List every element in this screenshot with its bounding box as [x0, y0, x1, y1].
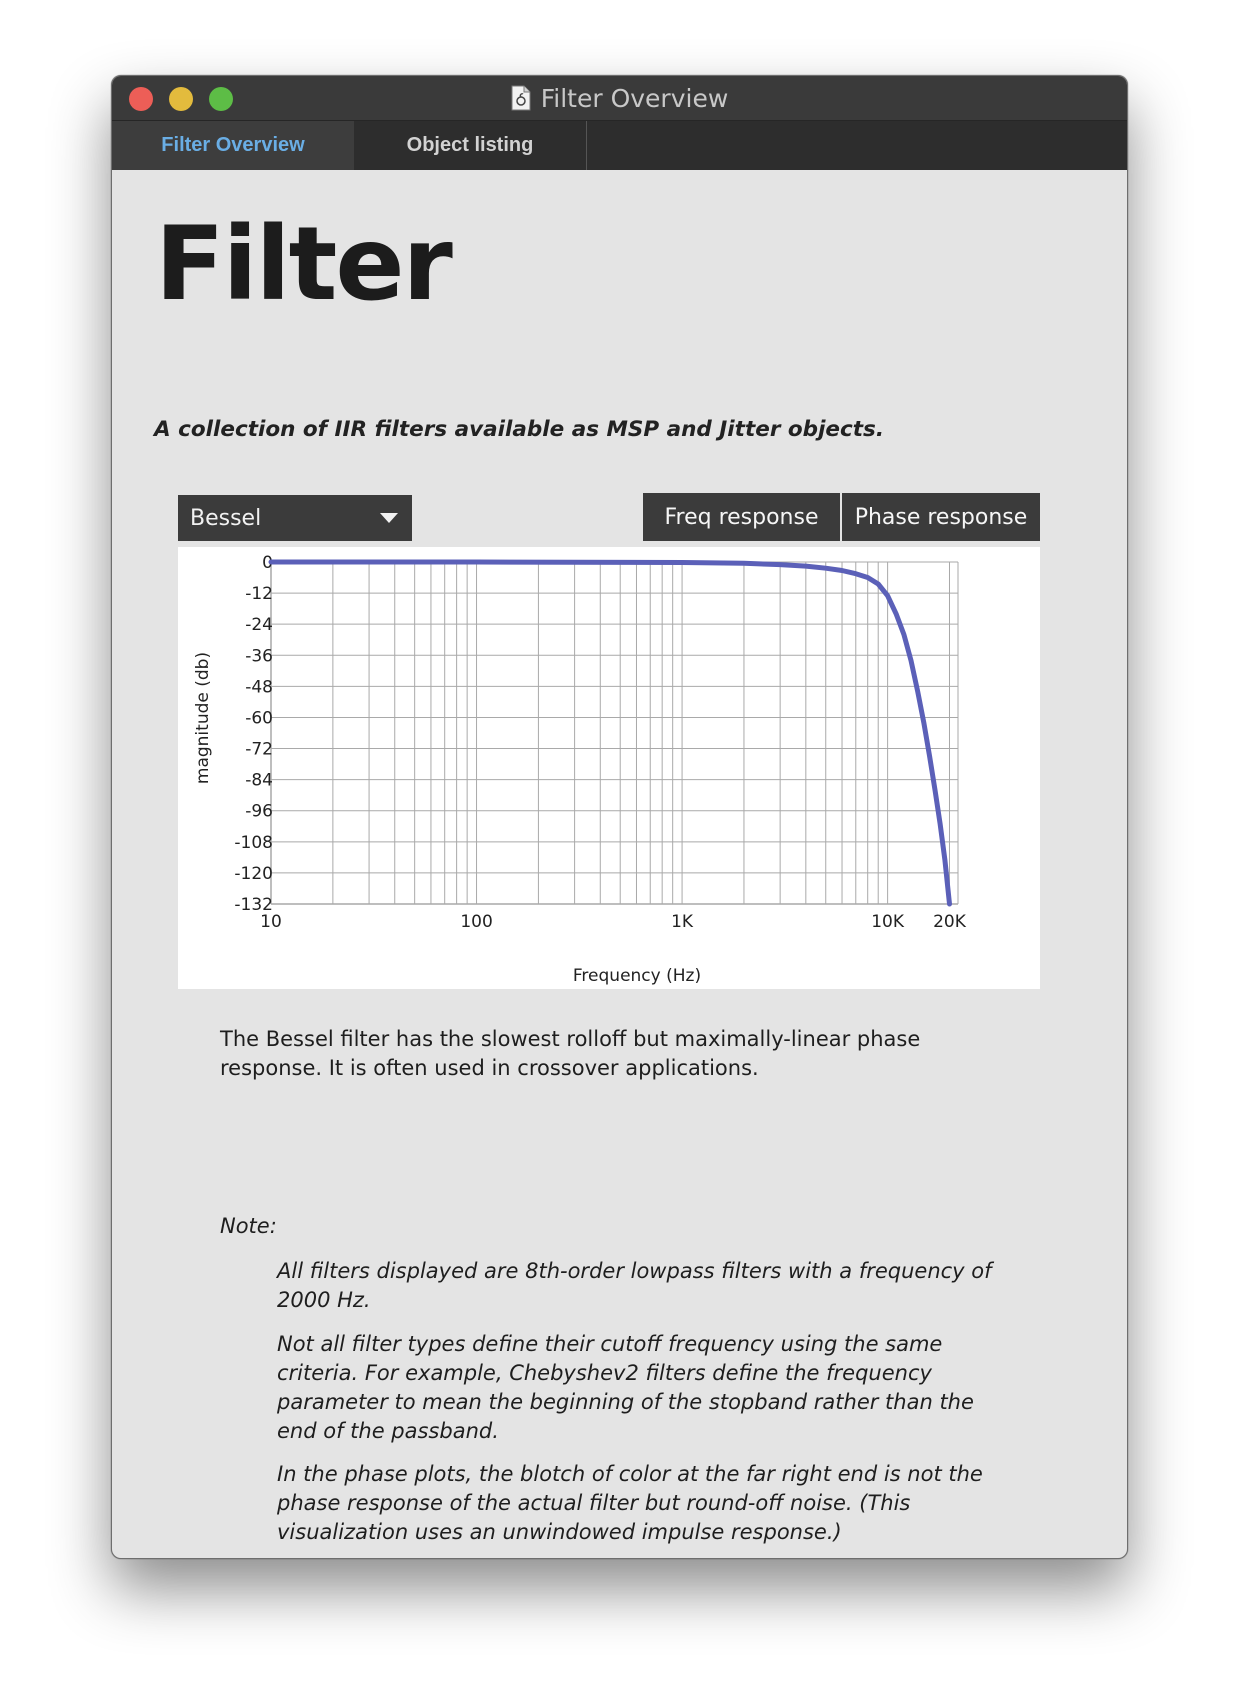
y-tick-labels [234, 553, 273, 915]
y-tick-label: -84 [245, 770, 273, 791]
tab-object-listing[interactable]: Object listing [354, 121, 587, 170]
note-paragraph: In the phase plots, the blotch of color at the far right end is not the phase response of the actual filter but round-off noise. (This visualization uses an unwindowed impulse response.) [277, 1462, 983, 1544]
chevron-down-icon [380, 513, 398, 523]
x-tick-label: 100 [460, 912, 493, 932]
y-tick-label: -108 [234, 832, 273, 853]
x-tick-label: 10 [260, 912, 282, 932]
x-tick-label: 10K [871, 912, 905, 932]
y-tick-label: -48 [245, 677, 273, 698]
y-tick-label: -72 [245, 739, 273, 760]
x-tick-label: 1K [671, 912, 694, 932]
magnitude-curve [271, 562, 950, 904]
y-tick-label: -36 [245, 646, 273, 667]
freq-response-button[interactable]: Freq response [643, 493, 840, 541]
y-tick-label: -120 [234, 863, 273, 884]
window-title-group [112, 76, 1127, 120]
phase-response-button[interactable]: Phase response [842, 493, 1040, 541]
filter-type-value: Bessel [190, 505, 262, 531]
frequency-response-chart [178, 547, 1040, 989]
title-bar[interactable] [112, 76, 1127, 121]
page-subtitle: A collection of IIR filters available as MSP and Jitter objects. [154, 417, 885, 442]
note-paragraph: All filters displayed are 8th-order lowpass filters with a frequency of 2000 Hz. [277, 1259, 992, 1312]
x-tick-labels [260, 912, 967, 932]
main-content [112, 170, 1127, 1558]
document-icon [511, 85, 531, 111]
filter-description: The Bessel filter has the slowest rolloff but maximally-linear phase response. It is often used in crossover applications. [220, 1027, 921, 1080]
page-title: Filter [155, 205, 451, 324]
chart-grid [271, 562, 958, 904]
y-tick-label: -60 [245, 708, 273, 729]
filter-type-dropdown[interactable] [178, 495, 412, 541]
note-paragraph: Not all filter types define their cutoff frequency using the same criteria. For example, Chebyshev2 filters define the frequency parameter to mean the beginning of the stopband rather than the end of the passband. [277, 1332, 974, 1443]
window-title: Filter Overview [540, 83, 729, 113]
x-tick-label: 20K [933, 912, 966, 932]
y-axis-label: magnitude (db) [193, 651, 213, 785]
app-window [111, 75, 1128, 1559]
y-tick-label: -132 [234, 895, 273, 915]
x-axis-label: Frequency (Hz) [572, 966, 702, 986]
tab-filter-overview[interactable]: Filter Overview [112, 121, 354, 170]
y-tick-label: -96 [245, 801, 273, 822]
chart-svg [178, 547, 1040, 989]
note-label: Note: [220, 1214, 277, 1238]
y-tick-label: -24 [245, 615, 273, 636]
tab-bar [112, 121, 1127, 170]
y-tick-label: -12 [245, 584, 273, 605]
y-tick-label: 0 [262, 553, 273, 573]
